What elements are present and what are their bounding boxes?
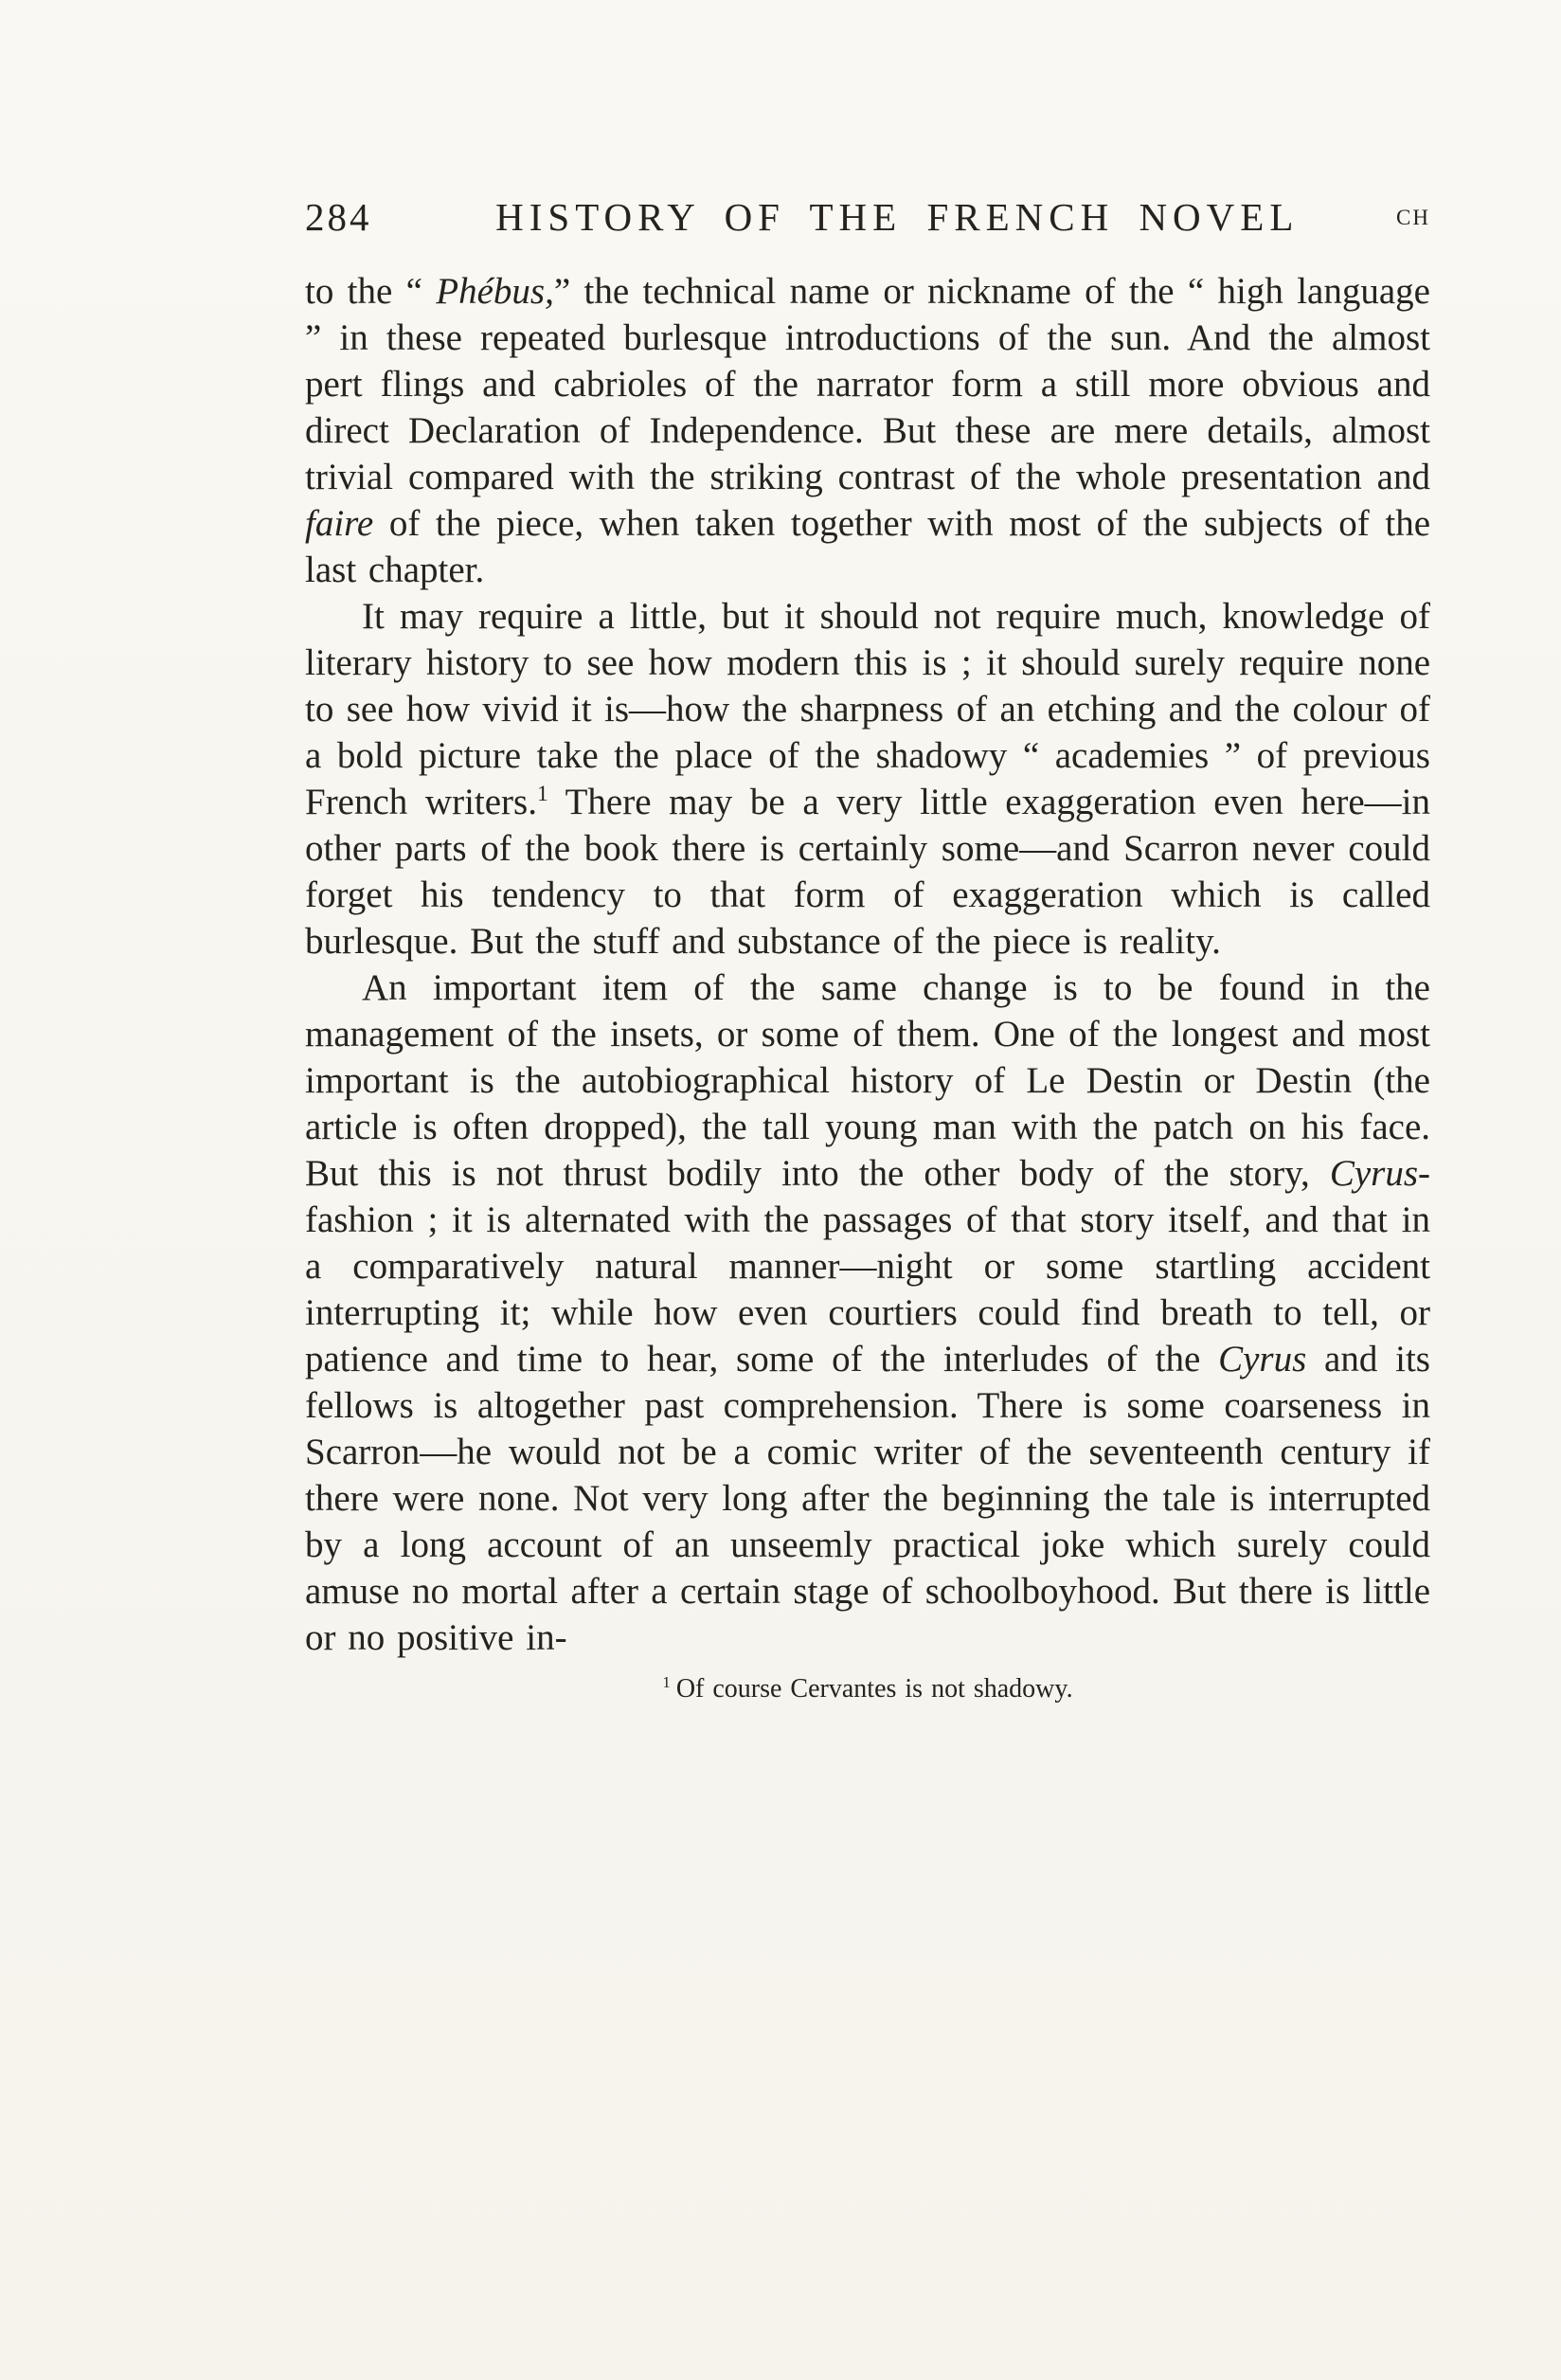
chapter-mark: CH [1396,206,1430,229]
running-head [305,194,1430,240]
text-segment: to the “ [305,271,437,312]
page-body [305,268,1430,1661]
text-segment: of the piece, when taken together with most of the subjects of the last chapter. [305,503,1430,590]
paragraph [305,593,1430,965]
paragraph [305,268,1430,593]
footnote [305,1674,1430,1704]
text-segment: It may require a little, but it should not require much, knowledge of literary history to see how modern this is ; it should surely require none to see how vivid it is—how the sharpness of an etching and the colour of a bold picture take the place of the shadowy “ academies ” of previous French writers. [305,596,1430,822]
running-title: HISTORY OF THE FRENCH NOVEL [495,195,1300,239]
footnote-text: Of course Cervantes is not shadowy. [675,1674,1073,1704]
page-number: 284 [305,195,372,239]
text-segment: faire [305,503,374,544]
text-segment: and its fellows is altogether past comprehension. There is some coarseness in Scarron—he would not be a comic writer of the seventeenth century if there were none. Not very long after the beginning the tale is interrupted by a long account of an unseemly practical joke which surely could amuse no mortal after a certain stage of schoolboyhood. But there is little or no positive in- [305,1339,1430,1658]
text-segment: Phébus, [436,271,554,312]
footnote-marker: 1 [662,1672,671,1691]
text-segment: ” the technical name or nickname of the “ high language ” in these repeated burlesque introductions of the sun. And the almost pert flings and cabrioles of the narrator form a still more obvious and direct Declaration of Independence. But these are mere details, almost trivial compared with the striking contrast of the whole presentation and [305,271,1430,497]
text-block [305,194,1430,1704]
text-segment: -fashion ; it is alternated with the passages of that story itself, and that in a comparatively natural manner—night or some startling accident interrupting it; while how even courtiers could find breath to tell, or patience and time to hear, some of the interludes of the [305,1153,1430,1379]
text-segment: Cyrus [1218,1339,1307,1379]
paragraph [305,965,1430,1661]
footnote-reference: 1 [536,782,548,806]
text-segment: Cyrus [1329,1153,1418,1194]
text-segment: An important item of the same change is to be found in the management of the insets, or some of them. One of the longest and most important is the autobiographical history of Le Destin or Destin (the article is often dropped), the tall young man with the patch on his face. But this is not thrust bodily into the other body of the story, [305,967,1430,1194]
text-segment: There may be a very little exaggeration even here—in other parts of the book there is certainly some—and Scarron never could forget his tendency to that form of exaggeration which is called burlesque. But the stuff and substance of the piece is reality. [305,782,1430,962]
